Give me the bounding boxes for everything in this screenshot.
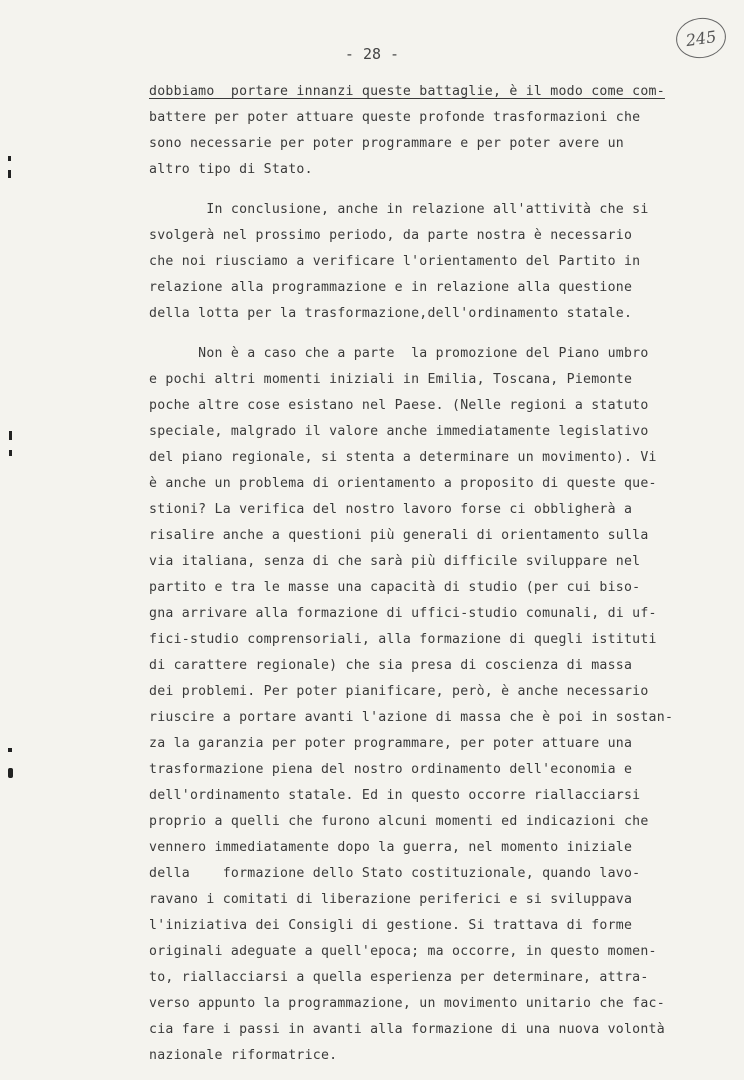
text-line: nazionale riformatrice. [149, 1048, 338, 1063]
text-line: del piano regionale, si stenta a determinare un movimento). Vi [149, 450, 657, 465]
text-line: della lotta per la trasformazione,dell'ordinamento statale. [149, 306, 633, 321]
text-line: e pochi altri momenti iniziali in Emilia, Toscana, Piemonte [149, 372, 633, 387]
text-line: ravano i comitati di liberazione periferici e si sviluppava [149, 892, 633, 907]
text-line: verso appunto la programmazione, un movimento unitario che fac- [149, 996, 665, 1011]
text-line: partito e tra le masse una capacità di studio (per cui biso- [149, 580, 641, 595]
text-line: della formazione dello Stato costituzionale, quando lavo- [149, 866, 641, 881]
text-line: to, riallacciarsi a quella esperienza per determinare, attra- [149, 970, 649, 985]
text-line: risalire anche a questioni più generali di orientamento sulla [149, 528, 649, 543]
archive-stamp-number: 245 [673, 15, 728, 62]
text-line: gna arrivare alla formazione di uffici-studio comunali, di uf- [149, 606, 657, 621]
margin-mark [9, 450, 12, 456]
paragraph [149, 79, 719, 183]
text-line: poche altre cose esistano nel Paese. (Nelle regioni a statuto [149, 398, 649, 413]
text-line: relazione alla programmazione e in relazione alla questione [149, 280, 633, 295]
margin-mark [8, 156, 11, 161]
text-line: stioni? La verifica del nostro lavoro forse ci obbligherà a [149, 502, 633, 517]
text-line: riuscire a portare avanti l'azione di massa che è poi in sostan- [149, 710, 674, 725]
text-line: dei problemi. Per poter pianificare, però, è anche necessario [149, 684, 649, 699]
body-text [149, 79, 719, 1069]
margin-mark [8, 748, 12, 752]
text-line: che noi riusciamo a verificare l'orientamento del Partito in [149, 254, 641, 269]
paragraph [149, 197, 719, 327]
page-number: - 28 - [344, 45, 400, 63]
text-line: dell'ordinamento statale. Ed in questo occorre riallacciarsi [149, 788, 641, 803]
text-line: trasformazione piena del nostro ordinamento dell'economia e [149, 762, 633, 777]
paragraph [149, 341, 719, 1069]
text-line: proprio a quelli che furono alcuni momenti ed indicazioni che [149, 814, 649, 829]
underlined-phrase: dobbiamo portare innanzi queste battaglie, è il modo come com- [149, 84, 665, 99]
text-line: fici-studio comprensoriali, alla formazione di quegli istituti [149, 632, 657, 647]
text-line: svolgerà nel prossimo periodo, da parte nostra è necessario [149, 228, 633, 243]
text-line: speciale, malgrado il valore anche immediatamente legislativo [149, 424, 649, 439]
text-line: za la garanzia per poter programmare, per poter attuare una [149, 736, 633, 751]
margin-mark [8, 170, 11, 178]
margin-mark [9, 431, 12, 440]
text-line: battere per poter attuare queste profonde trasformazioni che [149, 110, 641, 125]
text-line: sono necessarie per poter programmare e per poter avere un [149, 136, 624, 151]
text-line: vennero immediatamente dopo la guerra, nel momento iniziale [149, 840, 633, 855]
text-line: In conclusione, anche in relazione all'attività che si [149, 202, 649, 217]
text-line: è anche un problema di orientamento a proposito di queste que- [149, 476, 657, 491]
text-line: originali adeguate a quell'epoca; ma occorre, in questo momen- [149, 944, 657, 959]
text-line: cia fare i passi in avanti alla formazione di una nuova volontà [149, 1022, 665, 1037]
text-line: l'iniziativa dei Consigli di gestione. Si trattava di forme [149, 918, 633, 933]
text-line: Non è a caso che a parte la promozione del Piano umbro [149, 346, 649, 361]
text-line: di carattere regionale) che sia presa di coscienza di massa [149, 658, 633, 673]
text-line: via italiana, senza di che sarà più difficile sviluppare nel [149, 554, 641, 569]
text-line: altro tipo di Stato. [149, 162, 313, 177]
margin-mark [8, 768, 13, 778]
text-line [149, 79, 719, 105]
